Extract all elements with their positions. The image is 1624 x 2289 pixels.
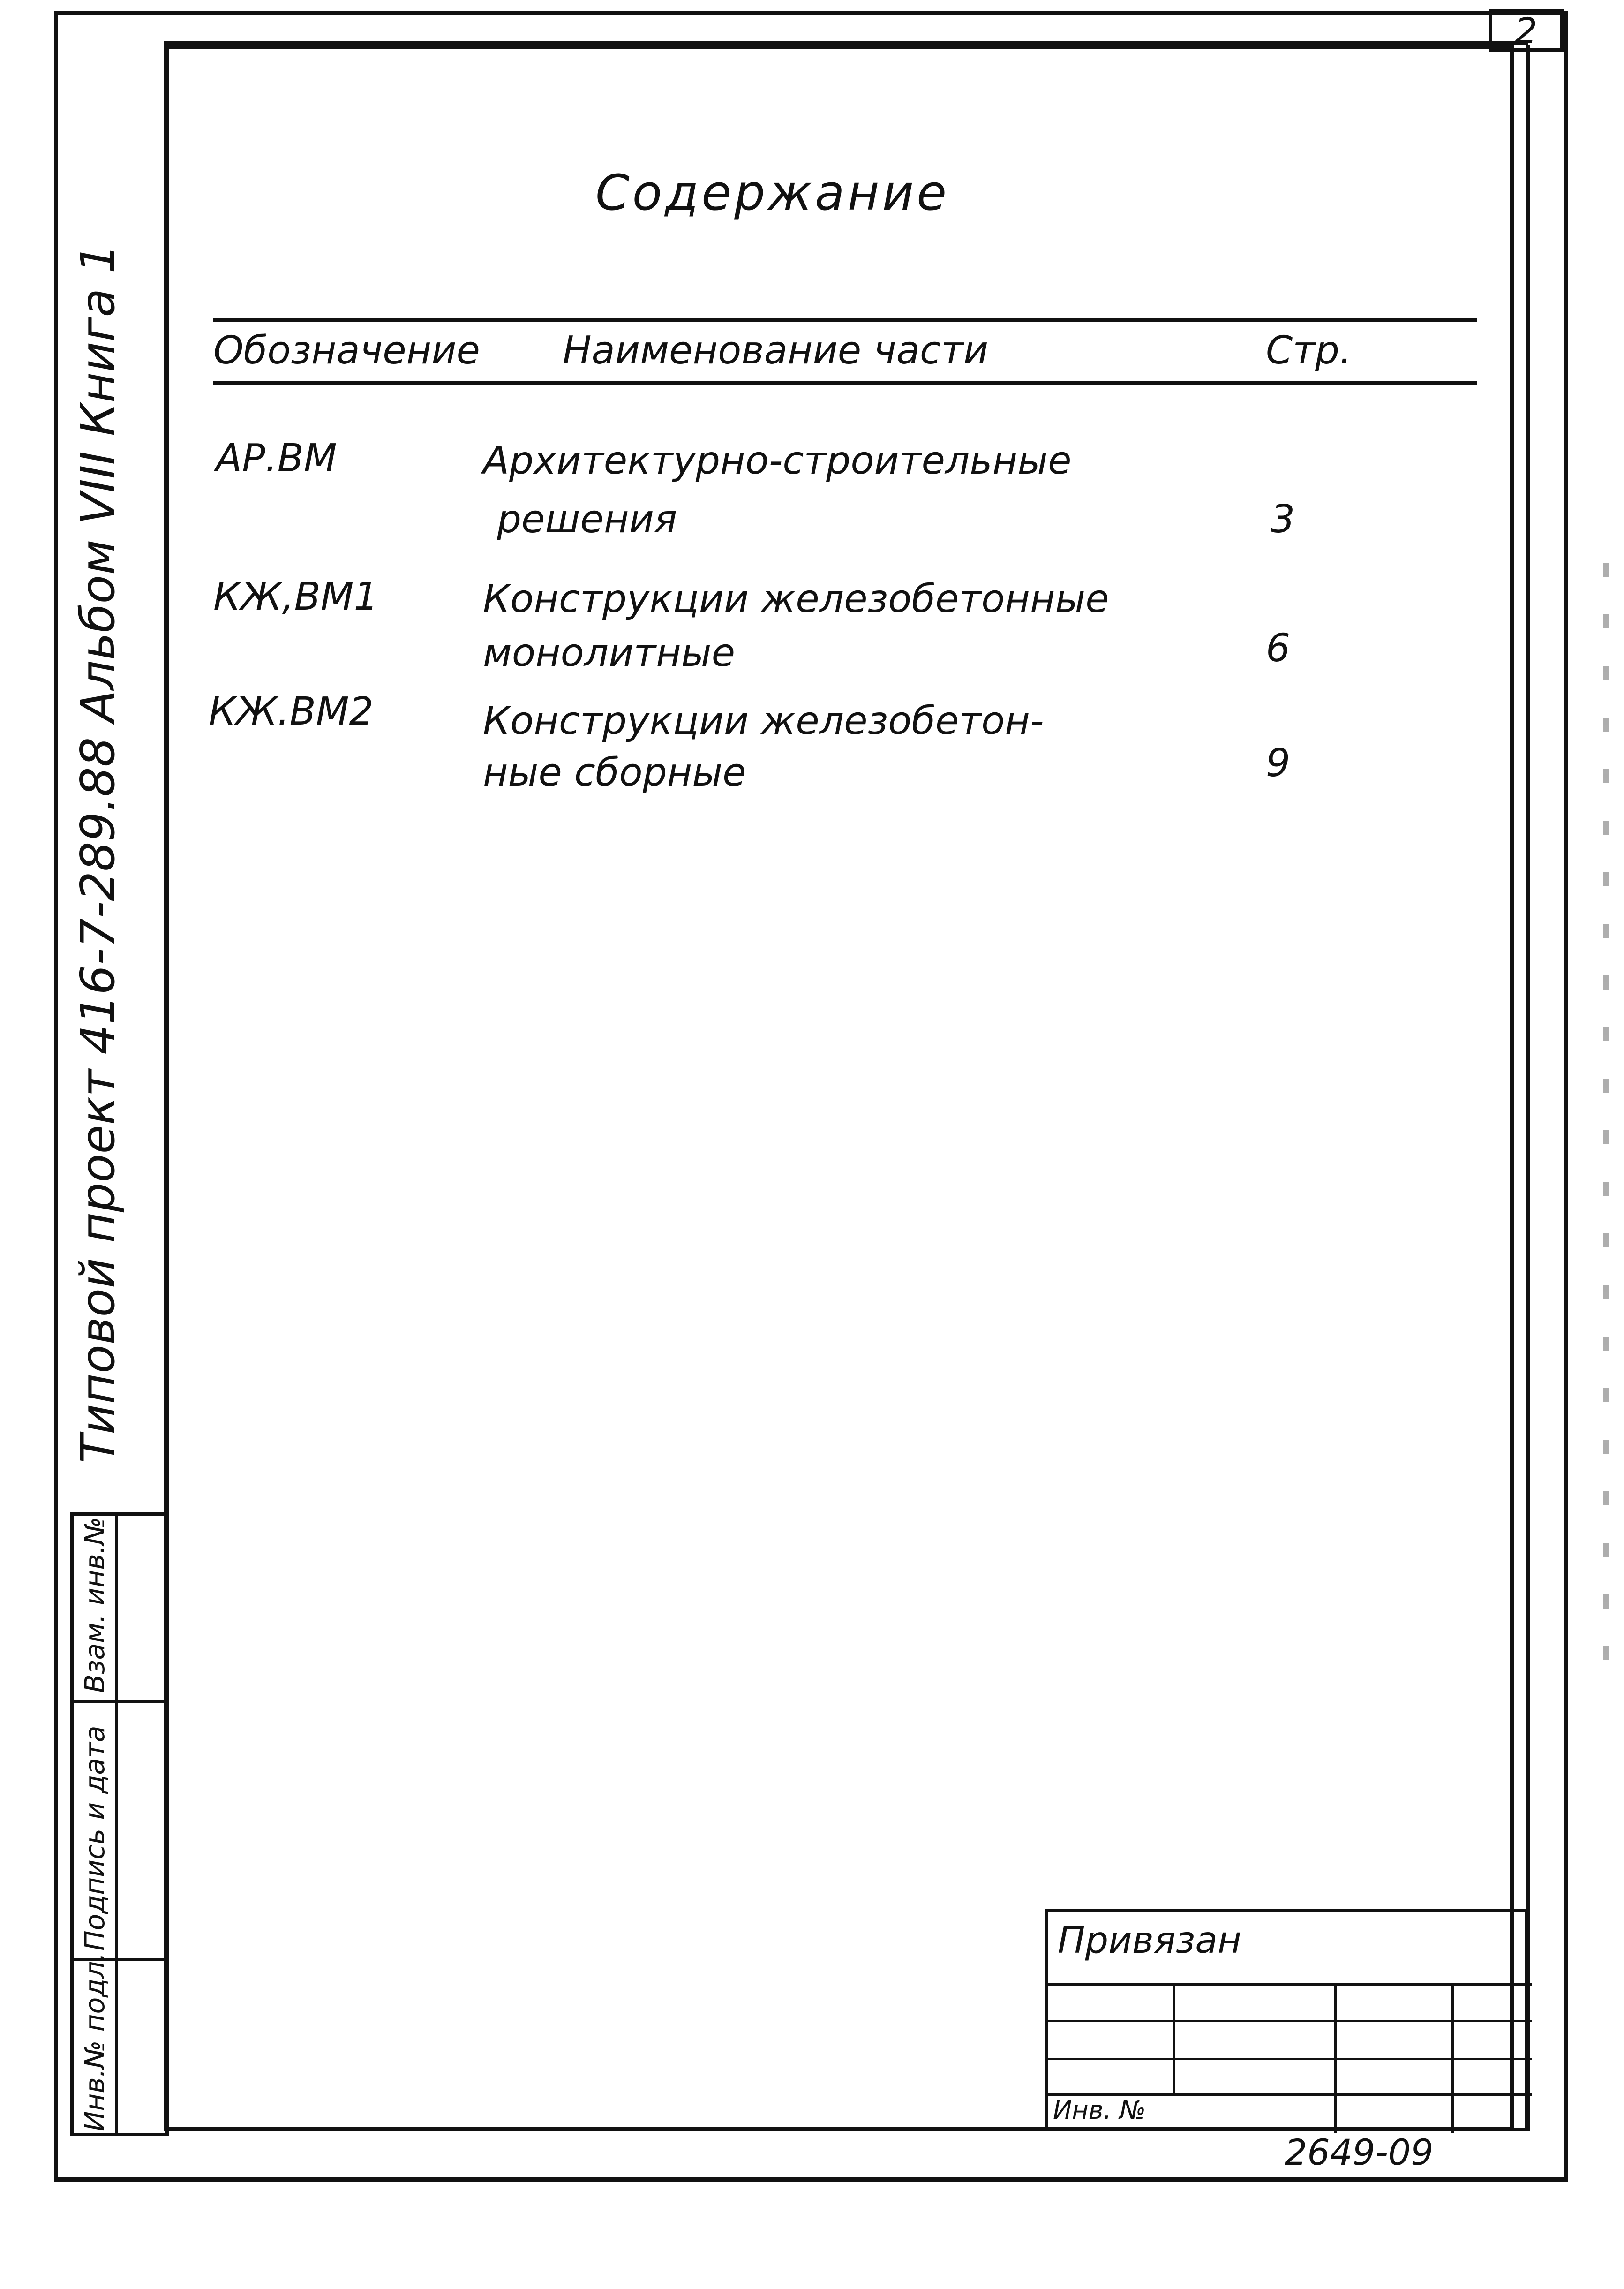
tb-hline-1 [1048,1983,1532,1986]
row-2-designation: КЖ,ВМ1 [213,574,378,619]
row-3-name-line1: Конструкции железобетон- [483,699,1044,743]
row-3-name-line2: ные сборные [483,750,746,795]
row-3-designation: КЖ.ВМ2 [209,689,374,734]
document-code: 2649-09 [1285,2131,1434,2173]
frame-right-line [1526,45,1530,2131]
stamp-inv-podl: Инв.№ подл. [79,1952,111,2131]
tb-hline-2 [1048,2020,1532,2022]
tb-vline-1 [1173,1983,1175,2095]
row-1-designation: АР.ВМ [216,436,337,481]
row-1-page: 3 [1271,497,1295,542]
stamp-signature-date: Подпись и дата [79,1725,111,1951]
left-stamp-column [70,1512,169,2136]
inv-no-label: Инв. № [1053,2095,1146,2125]
stamp-divider-1 [70,1700,169,1703]
tb-vline-3 [1451,1983,1454,2133]
table-header-top-rule [213,318,1477,322]
column-header-page: Стр. [1266,328,1352,373]
sheet-number: 2 [1489,9,1564,52]
column-header-designation: Обозначение [213,328,480,373]
stamp-divider-vertical [115,1512,118,2136]
attached-label: Привязан [1058,1919,1242,1962]
row-3-page: 9 [1266,741,1291,786]
row-2-name-line1: Конструкции железобетонные [483,577,1109,621]
title-block [1045,1909,1528,2131]
row-2-name-line2: монолитные [483,631,736,675]
side-project-label: Типовой проект 416-7-289.88 Альбом VIII Книга 1 [70,243,125,1463]
scan-edge-marks [1603,563,1609,1688]
column-header-name: Наименование части [563,328,989,373]
tb-vline-2 [1334,1983,1337,2133]
row-1-name-line2: решения [497,497,677,542]
table-header-bottom-rule [213,381,1477,385]
tb-hline-3 [1048,2058,1532,2060]
row-2-page: 6 [1266,626,1291,671]
document-title: Содержание [595,164,950,221]
row-1-name-line1: Архитектурно-строительные [483,438,1072,483]
stamp-vzam-inv: Взам. инв.№ [79,1517,111,1693]
